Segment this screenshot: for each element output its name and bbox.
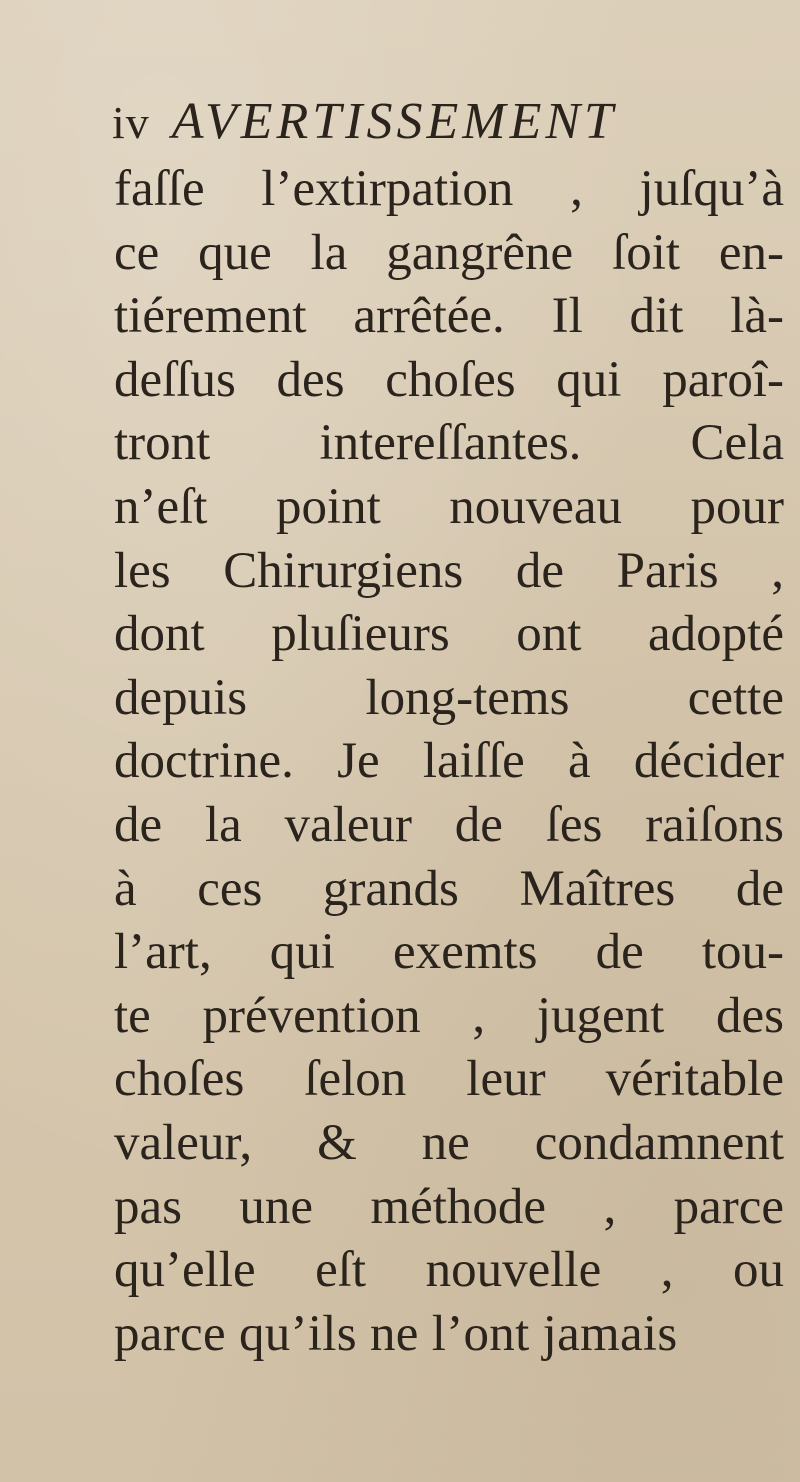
text-line: valeur, & ne condamnent	[114, 1114, 784, 1171]
text-line: deſſus des choſes qui paroî-	[114, 351, 784, 408]
text-line: faſſe l’extirpation , juſqu’à	[114, 161, 784, 217]
text-line: tront intereſſantes. Cela	[114, 415, 784, 472]
text-line: doctrine. Je laiſſe à décider	[114, 733, 784, 790]
text-line: les Chirurgiens de Paris ,	[114, 542, 784, 599]
text-line: ce que la gangrêne ſoit en-	[114, 224, 784, 281]
text-line: te prévention , jugent des	[114, 987, 784, 1044]
text-line: parce qu’ils ne l’ont jamais	[114, 1305, 678, 1362]
text-line: à ces grands Maîtres de	[114, 860, 784, 917]
text-line: pas une méthode , parce	[114, 1178, 784, 1235]
text-line: choſes ſelon leur véritable	[114, 1051, 784, 1108]
text-line: de la valeur de ſes raiſons	[114, 796, 784, 853]
text-line: dont pluſieurs ont adopté	[114, 606, 784, 663]
running-title: AVERTISSEMENT	[171, 93, 617, 150]
page-number: iv	[112, 97, 150, 148]
body-text	[114, 158, 784, 1366]
text-line: depuis long-tems cette	[114, 669, 784, 726]
text-line: tiérement arrêtée. Il dit là-	[114, 288, 784, 345]
text-line: qu’elle eſt nouvelle , ou	[114, 1242, 784, 1299]
page-header	[112, 92, 617, 152]
text-line: n’eſt point nouveau pour	[114, 478, 784, 535]
text-line: l’art, qui exemts de tou-	[114, 924, 784, 981]
